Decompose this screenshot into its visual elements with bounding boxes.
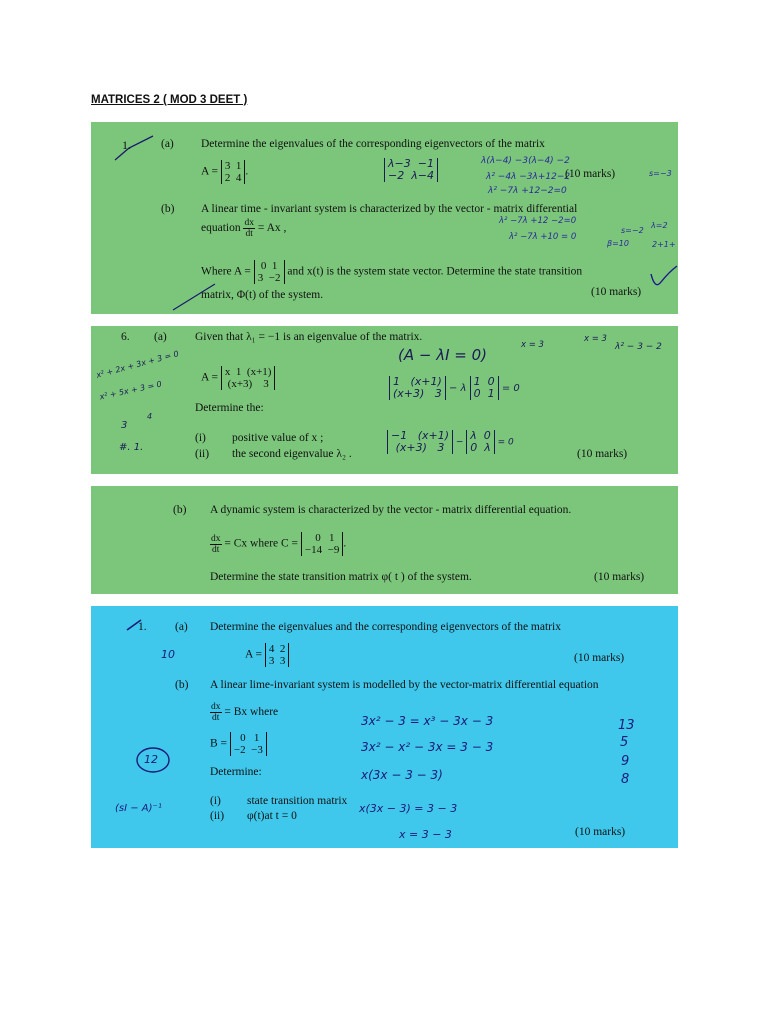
handwritten-matrix: λ−3 −1 −2 λ−4 (384, 158, 438, 182)
hw-right-2: 5 (620, 735, 629, 750)
part-b-where: Where A = 0 1 3 −2 and x(t) is the system state vector. Determine the state transition (201, 260, 583, 284)
part-b-text: A linear lime-invariant system is modelled by the vector-matrix differential equation (210, 679, 599, 691)
part-a-marks: (10 marks) (565, 168, 616, 180)
item-ii-label: (ii) (210, 810, 225, 822)
matrix-b: B = 0 1 −2 −3 (210, 732, 267, 756)
part-a-label: (a) (154, 331, 167, 343)
part-b-equation: $\frac{dx}{dt}$ = Bx where (211, 702, 279, 723)
part-b-label: (b) (175, 679, 189, 691)
hw-left-4: 4 (147, 412, 153, 421)
hw-line-3: x(3x − 3 − 3) (361, 768, 443, 782)
part-b-text: A linear time - invariant system is characterized by the vector - matrix differential (201, 203, 578, 215)
hw-right-3: 9 (621, 754, 630, 769)
matrix-a-body: x 1 (x+1) (x+3) 3 (221, 366, 276, 390)
hw-right-1: 13 (618, 718, 635, 733)
item-ii-text: φ(t)at t = 0 (247, 810, 297, 822)
item-ii-text: the second eigenvalue λ₂ . (232, 448, 352, 460)
part-b-equation: $\frac{dx}{dt}$ = Cx where C = 0 1 −14 −9 . (211, 532, 347, 556)
hw-score: 10 (161, 648, 175, 661)
hw-top-2: x = 3 (584, 334, 607, 344)
part-a-text: Determine the eigenvalues of the corresponding eigenvectors of the matrix (201, 138, 545, 150)
question-panel-3 (91, 486, 678, 594)
part-a-text: Determine the eigenvalues and the corresponding eigenvectors of the matrix (210, 621, 561, 633)
question-panel-2 (91, 326, 678, 474)
hw-right-3: λ=2 (651, 221, 668, 230)
matrix-a: A = x 1 (x+1) (x+3) 3 (201, 366, 275, 390)
matrix-a: A = 3 1 2 4 . (201, 160, 249, 184)
hw-left-5: #. 1. (119, 442, 144, 453)
hw-top-3: λ² − 3 − 2 (615, 342, 662, 352)
part-b-equation: equation $\frac{dx}{dt}$ = Ax , (201, 218, 287, 239)
matrix-b-body: 0 1 −2 −3 (230, 732, 267, 756)
hw-line-4: x(3x − 3) = 3 − 3 (359, 802, 458, 815)
part-b-label: (b) (173, 504, 187, 516)
matrix-a-lhs: A = (201, 165, 219, 178)
hw-line-1: λ(λ−4) −3(λ−4) −2 (481, 156, 570, 166)
hw-right-4: 8 (621, 772, 630, 787)
matrix-b-body: 0 1 3 −2 (254, 260, 285, 284)
hw-line-4: λ² −7λ +12 −2=0 (499, 216, 577, 226)
hw-line-5: λ² −7λ +10 = 0 (509, 232, 577, 242)
hw-line-3: λ² −7λ +12−2=0 (488, 186, 567, 196)
determine-label: Determine: (210, 766, 262, 778)
hw-left-1: x² + 2x + 3x + 3 = 0 (95, 349, 180, 380)
part-a-label: (a) (161, 138, 174, 150)
hw-line-5: x = 3 − 3 (399, 828, 452, 841)
item-i-label: (i) (210, 795, 221, 807)
derivative-fraction: $\frac{dx}{dt}$ (211, 533, 221, 555)
part-a-marks: (10 marks) (577, 448, 628, 460)
part-b-label: (b) (161, 203, 175, 215)
hw-line-1: 3x² − 3 = x³ − 3x − 3 (361, 714, 494, 728)
hw-circle-number: 12 (144, 753, 158, 766)
matrix-a-body: 4 2 3 3 (265, 643, 290, 667)
part-b-line2: matrix, Φ(t) of the system. (201, 289, 324, 301)
determine-label: Determine the: (195, 402, 264, 414)
item-i-label: (i) (195, 432, 206, 444)
derivative-fraction: $\frac{dx}{dt}$ (244, 218, 254, 239)
part-b-line3: Determine the state transition matrix φ( t ) of the system. (210, 571, 472, 583)
part-a-text: Given that λ₁ = −1 is an eigenvalue of the matrix. (195, 331, 423, 343)
matrix-a-body: 3 1 2 4 (221, 160, 246, 184)
question-panel-4 (91, 606, 678, 848)
hw-top-1: x = 3 (521, 340, 544, 350)
tick-icon (649, 264, 678, 290)
part-b-text: A dynamic system is characterized by the vector - matrix differential equation. (210, 504, 572, 516)
item-i-text: positive value of x ; (232, 432, 324, 444)
hw-left-2: x² + 5x + 3 = 0 (98, 379, 163, 402)
hw-right-2: s=−2 (621, 226, 644, 235)
part-b-marks: (10 marks) (594, 571, 645, 583)
pen-stroke-icon (171, 282, 231, 312)
question-number: 1. (122, 138, 131, 152)
question-number: 6. (121, 331, 130, 343)
hw-inverse: (sI − A)⁻¹ (115, 803, 162, 814)
question-number: 1. (138, 621, 147, 633)
hw-working-matrix: 1 (x+1) (x+3) 3 − λ 1 0 0 1 = 0 (389, 376, 520, 400)
check-mark-icon (113, 130, 163, 170)
question-panel-1 (91, 122, 678, 314)
item-ii-label: (ii) (195, 448, 210, 460)
part-b-marks: (10 marks) (591, 286, 642, 298)
hw-right-5: 2+1+ (652, 240, 676, 249)
part-a-label: (a) (175, 621, 188, 633)
derivative-fraction: $\frac{dx}{dt}$ (211, 702, 221, 723)
hw-equation: (A − λI = 0) (398, 346, 488, 364)
hw-left-3: 3 (121, 420, 128, 431)
hw-line-2: λ² −4λ −3λ+12−2 (486, 172, 571, 182)
document-title: MATRICES 2 ( MOD 3 DEET ) (91, 94, 248, 106)
hw-right-4: β=10 (607, 239, 629, 248)
part-a-marks: (10 marks) (574, 652, 625, 664)
matrix-a: A = 4 2 3 3 (245, 643, 289, 667)
hw-working-matrix-2: −1 (x+1) (x+3) 3 − λ 0 0 λ = 0 (387, 430, 514, 454)
part-b-marks: (10 marks) (575, 826, 626, 838)
hw-line-2: 3x² − x² − 3x = 3 − 3 (361, 740, 494, 754)
hw-right-1: s=−3 (649, 169, 672, 178)
matrix-c-body: 0 1 −14 −9 (301, 532, 343, 556)
item-i-text: state transition matrix (247, 795, 348, 807)
